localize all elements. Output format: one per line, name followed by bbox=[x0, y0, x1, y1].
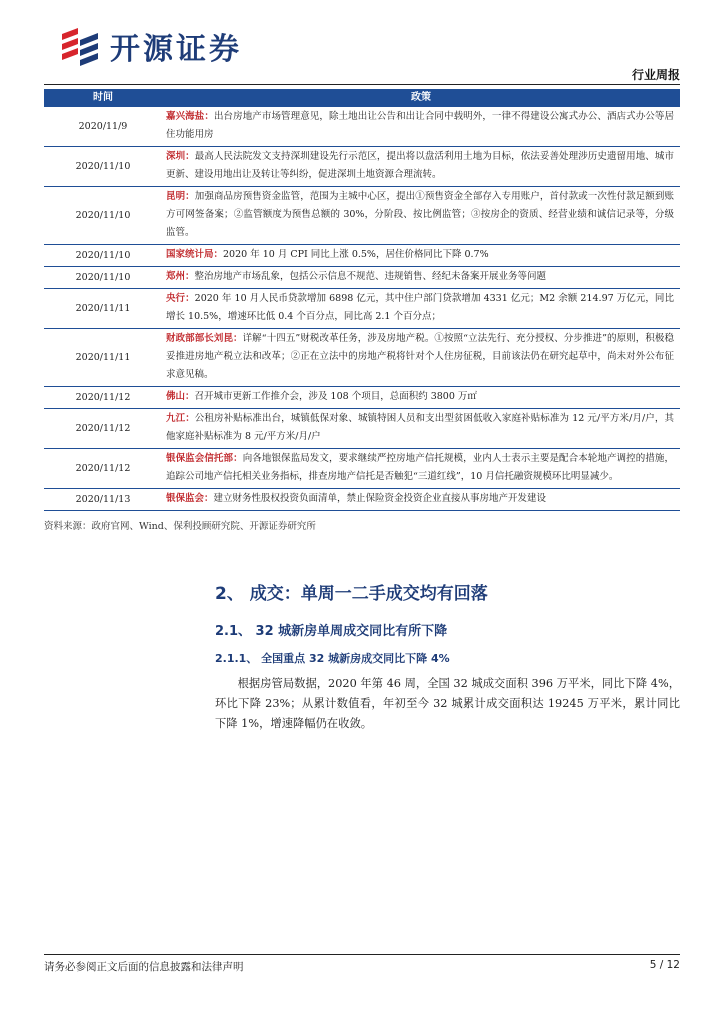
table-row bbox=[44, 289, 680, 329]
column-header-date: 时间 bbox=[44, 89, 162, 107]
policy-text: 最高人民法院发文支持深圳建设先行示范区，提出将以盘活利用土地为目标，依法妥善处理涉历史遗留用地、城市更新、建设用地出让及转让等纠纷，促进深圳土地资源合理流转。 bbox=[166, 151, 674, 180]
section-heading: 2、 成交：单周一二手成交均有回落 bbox=[215, 584, 488, 604]
row-date: 2020/11/10 bbox=[44, 245, 162, 267]
row-date: 2020/11/12 bbox=[44, 387, 162, 409]
footer-divider bbox=[44, 954, 680, 955]
table-row bbox=[44, 329, 680, 387]
row-policy bbox=[162, 449, 680, 489]
row-date: 2020/11/12 bbox=[44, 409, 162, 449]
row-date: 2020/11/12 bbox=[44, 449, 162, 489]
row-policy bbox=[162, 329, 680, 387]
table-row bbox=[44, 387, 680, 409]
table-header-row bbox=[44, 89, 680, 107]
row-date: 2020/11/10 bbox=[44, 267, 162, 289]
policy-table-body bbox=[44, 107, 680, 511]
policy-source: 嘉兴海盐： bbox=[166, 111, 214, 122]
column-header-policy: 政策 bbox=[162, 89, 680, 107]
policy-text: 2020 年 10 月人民币贷款增加 6898 亿元，其中住户部门贷款增加 4331 亿元；M2 余额 214.97 万亿元，同比增长 10.5%，增速环比低 0.4 个百分点，同比高 2.1 个百分点； bbox=[166, 293, 674, 322]
row-policy bbox=[162, 267, 680, 289]
logo-text: 开源证券 bbox=[110, 32, 242, 67]
policy-text: 2020 年 10 月 CPI 同比上涨 0.5%，居住价格同比下降 0.7% bbox=[223, 249, 489, 260]
row-date: 2020/11/11 bbox=[44, 289, 162, 329]
row-policy bbox=[162, 147, 680, 187]
policy-text: 出台房地产市场管理意见，除土地出让公告和出让合同中载明外，一律不得建设公寓式办公、酒店式办公等居住功能用房 bbox=[166, 111, 674, 140]
sub-subsection-heading: 2.1.1、 全国重点 32 城新房成交同比下降 4% bbox=[215, 652, 450, 665]
header-divider bbox=[44, 84, 680, 85]
table-row bbox=[44, 409, 680, 449]
policy-source: 九江： bbox=[166, 413, 195, 424]
page-number: 5 / 12 bbox=[649, 959, 680, 971]
policy-table bbox=[44, 89, 680, 511]
row-policy bbox=[162, 489, 680, 511]
subsection-heading: 2.1、 32 城新房单周成交同比有所下降 bbox=[215, 624, 448, 639]
row-policy bbox=[162, 245, 680, 267]
row-policy bbox=[162, 409, 680, 449]
table-row bbox=[44, 267, 680, 289]
policy-source: 央行： bbox=[166, 293, 195, 304]
table-row bbox=[44, 187, 680, 245]
policy-source: 昆明： bbox=[166, 191, 195, 202]
policy-text: 向各地银保监局发文，要求继续严控房地产信托规模，业内人士表示主要是配合本轮地产调控的措施，追踪公司地产信托相关业务指标，排查房地产信托是否触犯“三道红线”，10 月信托融资规模环比明显减少。 bbox=[166, 453, 674, 482]
row-policy bbox=[162, 289, 680, 329]
policy-source: 财政部部长刘昆： bbox=[166, 333, 243, 344]
policy-text: 公租房补贴标准出台，城镇低保对象、城镇特困人员和支出型贫困低收入家庭补贴标准为 12 元/平方米/月/户，其他家庭补贴标准为 8 元/平方米/月/户 bbox=[166, 413, 674, 442]
table-source-note: 资料来源：政府官网、Wind、保利投顾研究院、开源证券研究所 bbox=[44, 521, 316, 532]
row-date: 2020/11/10 bbox=[44, 147, 162, 187]
policy-text: 建立财务性股权投资负面清单，禁止保险资金投资企业直接从事房地产开发建设 bbox=[213, 493, 547, 504]
policy-source: 深圳： bbox=[166, 151, 195, 162]
policy-source: 银保监会： bbox=[166, 493, 214, 504]
policy-text: 整治房地产市场乱象，包括公示信息不规范、违规销售、经纪未备案开展业务等问题 bbox=[194, 271, 547, 282]
row-date: 2020/11/10 bbox=[44, 187, 162, 245]
policy-text: 详解“十四五”财税改革任务，涉及房地产税。①按照“立法先行、充分授权、分步推进”的原则，积极稳妥推进房地产税立法和改革；②正在立法中的房地产税将针对个人住房征税，目前该法仍在研究起草中，尚未对外公布征求意见稿。 bbox=[166, 333, 674, 380]
row-date: 2020/11/9 bbox=[44, 107, 162, 147]
policy-source: 佛山： bbox=[166, 391, 195, 402]
row-policy bbox=[162, 107, 680, 147]
table-row bbox=[44, 489, 680, 511]
policy-text: 加强商品房预售资金监管，范围为主城中心区，提出①预售资金全部存入专用账户，首付款或一次性付款足额到账方可网签备案；②监管额度为预售总额的 30%，分阶段、按比例监管；③按房企的资质、经营业绩和诚信记录等，分级监管。 bbox=[166, 191, 674, 238]
policy-source: 银保监会信托部： bbox=[166, 453, 243, 464]
policy-source: 郑州： bbox=[166, 271, 195, 282]
report-type-label: 行业周报 bbox=[631, 68, 680, 82]
table-row bbox=[44, 147, 680, 187]
policy-source: 国家统计局： bbox=[166, 249, 224, 260]
footer-disclaimer: 请务必参阅正文后面的信息披露和法律声明 bbox=[44, 961, 244, 973]
company-logo bbox=[58, 24, 242, 68]
row-date: 2020/11/13 bbox=[44, 489, 162, 511]
policy-text: 召开城市更新工作推介会，涉及 108 个项目，总面积约 3800 万㎡ bbox=[194, 391, 477, 402]
table-row bbox=[44, 449, 680, 489]
body-paragraph: 根据房管局数据，2020 年第 46 周，全国 32 城成交面积 396 万平米，同比下降 4%，环比下降 23%；从累计数值看，年初至今 32 城累计成交面积达 19245 万平米，累计同比下降 1%，增速降幅仍在收敛。 bbox=[215, 677, 680, 730]
table-row bbox=[44, 107, 680, 147]
row-policy bbox=[162, 187, 680, 245]
row-policy bbox=[162, 387, 680, 409]
logo-mark-icon bbox=[58, 26, 102, 66]
row-date: 2020/11/11 bbox=[44, 329, 162, 387]
table-row bbox=[44, 245, 680, 267]
